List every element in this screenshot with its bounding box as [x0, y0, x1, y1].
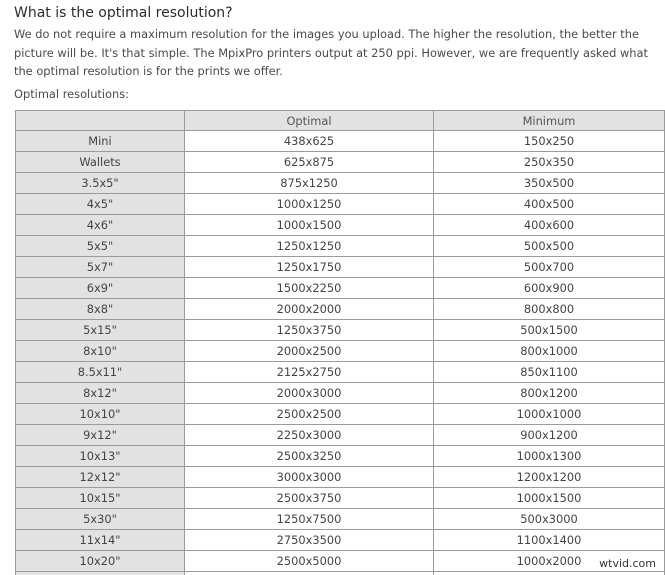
minimum-cell: 900x1200	[434, 425, 665, 446]
table-row	[16, 320, 665, 341]
size-cell: 6x9"	[16, 278, 185, 299]
minimum-cell: 250x350	[434, 152, 665, 173]
optimal-cell: 1000x1500	[185, 215, 434, 236]
header-size	[16, 111, 185, 131]
size-cell: 4x5"	[16, 194, 185, 215]
size-cell: 3.5x5"	[16, 173, 185, 194]
optimal-cell: 2500x3750	[185, 488, 434, 509]
table-row	[16, 509, 665, 530]
optimal-cell: 2750x3500	[185, 530, 434, 551]
minimum-cell: 600x900	[434, 278, 665, 299]
table-row	[16, 152, 665, 173]
size-cell: 11x14"	[16, 530, 185, 551]
minimum-cell: 1000x1300	[434, 446, 665, 467]
size-cell: 5x5"	[16, 236, 185, 257]
table-header	[16, 111, 665, 131]
minimum-cell: 1100x1400	[434, 530, 665, 551]
table-header-row	[16, 111, 665, 131]
size-cell: 10x10"	[16, 404, 185, 425]
optimal-cell: 2125x2750	[185, 362, 434, 383]
optimal-cell: 625x875	[185, 152, 434, 173]
optimal-cell: 875x1250	[185, 173, 434, 194]
page-title: What is the optimal resolution?	[14, 5, 233, 21]
optimal-cell: 1250x1750	[185, 257, 434, 278]
size-cell: 8x10"	[16, 341, 185, 362]
table-row	[16, 131, 665, 152]
minimum-cell: 1000x1000	[434, 404, 665, 425]
table-row-partial	[16, 572, 665, 575]
minimum-cell: 500x700	[434, 257, 665, 278]
optimal-cell: 2000x3000	[185, 383, 434, 404]
size-cell: 5x7"	[16, 257, 185, 278]
minimum-cell: 800x800	[434, 299, 665, 320]
table-row	[16, 194, 665, 215]
size-cell: 8x12"	[16, 383, 185, 404]
optimal-cell: 2000x2500	[185, 341, 434, 362]
size-cell: 8.5x11"	[16, 362, 185, 383]
minimum-cell: 400x600	[434, 215, 665, 236]
table-row	[16, 467, 665, 488]
size-cell: 4x6"	[16, 215, 185, 236]
table-cell	[434, 572, 665, 575]
size-cell: 10x20"	[16, 551, 185, 572]
header-minimum: Minimum	[434, 111, 665, 131]
size-cell: 5x30"	[16, 509, 185, 530]
minimum-cell: 400x500	[434, 194, 665, 215]
optimal-cell: 2500x3250	[185, 446, 434, 467]
table-row	[16, 341, 665, 362]
optimal-cell: 2250x3000	[185, 425, 434, 446]
table-row	[16, 278, 665, 299]
table-row	[16, 551, 665, 572]
minimum-cell: 500x1500	[434, 320, 665, 341]
table-row	[16, 383, 665, 404]
minimum-cell: 150x250	[434, 131, 665, 152]
optimal-cell: 1500x2250	[185, 278, 434, 299]
optimal-cell: 2500x5000	[185, 551, 434, 572]
optimal-cell: 2000x2000	[185, 299, 434, 320]
table-row	[16, 530, 665, 551]
intro-paragraph: We do not require a maximum resolution for the images you upload. The higher the resolution, the better the picture will be. It's that simple. The MpixPro printers output at 250 ppi. However, we are frequently asked what the optimal resolution is for the prints we offer.	[14, 27, 648, 78]
table-row	[16, 173, 665, 194]
size-cell: 9x12"	[16, 425, 185, 446]
size-cell: 8x8"	[16, 299, 185, 320]
table-row	[16, 362, 665, 383]
optimal-cell: 1000x1250	[185, 194, 434, 215]
minimum-cell: 350x500	[434, 173, 665, 194]
minimum-cell: 1000x2000	[434, 551, 665, 572]
table-row	[16, 236, 665, 257]
optimal-cell: 1250x3750	[185, 320, 434, 341]
size-cell: 12x12"	[16, 467, 185, 488]
table-cell	[185, 572, 434, 575]
minimum-cell: 1000x1500	[434, 488, 665, 509]
optimal-cell: 1250x7500	[185, 509, 434, 530]
size-cell: 10x15"	[16, 488, 185, 509]
optimal-cell: 1250x1250	[185, 236, 434, 257]
optimal-cell: 438x625	[185, 131, 434, 152]
size-cell: Wallets	[16, 152, 185, 173]
minimum-cell: 800x1200	[434, 383, 665, 404]
optimal-cell: 3000x3000	[185, 467, 434, 488]
minimum-cell: 850x1100	[434, 362, 665, 383]
table-row	[16, 446, 665, 467]
table-body	[16, 131, 665, 575]
watermark: wtvid.com	[594, 556, 661, 571]
optimal-cell: 2500x2500	[185, 404, 434, 425]
table-row	[16, 404, 665, 425]
minimum-cell: 1200x1200	[434, 467, 665, 488]
size-cell: 5x15"	[16, 320, 185, 341]
minimum-cell: 800x1000	[434, 341, 665, 362]
table-row	[16, 425, 665, 446]
table-cell	[16, 572, 185, 575]
size-cell: 10x13"	[16, 446, 185, 467]
table-row	[16, 488, 665, 509]
minimum-cell: 500x500	[434, 236, 665, 257]
table-row	[16, 299, 665, 320]
size-cell: Mini	[16, 131, 185, 152]
resolution-table	[15, 110, 665, 575]
minimum-cell: 500x3000	[434, 509, 665, 530]
table-row	[16, 257, 665, 278]
header-optimal: Optimal	[185, 111, 434, 131]
table-row	[16, 215, 665, 236]
section-label: Optimal resolutions:	[14, 87, 130, 101]
